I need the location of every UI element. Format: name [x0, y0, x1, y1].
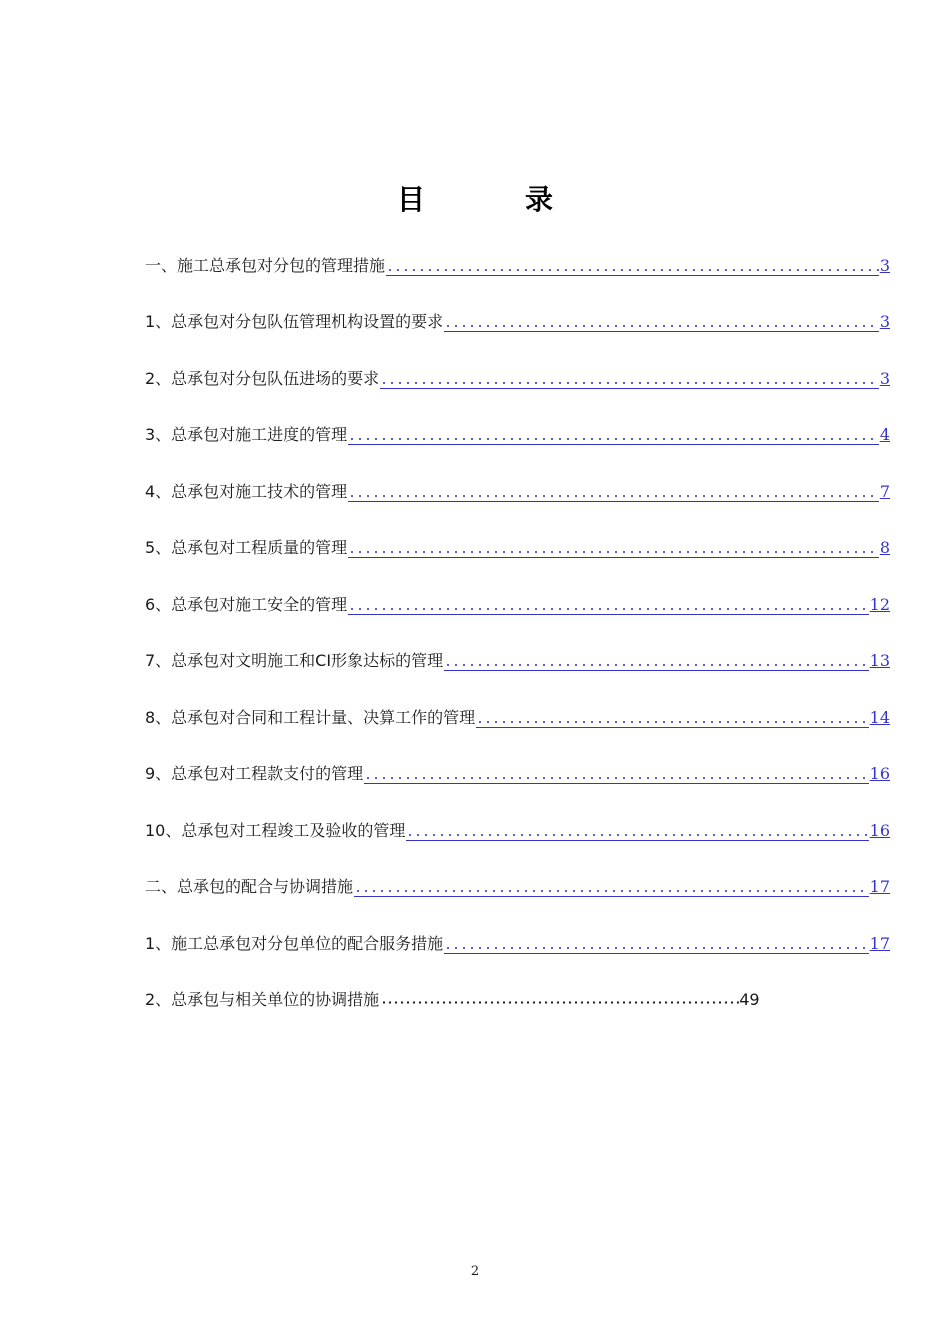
- toc-entry-text: 1、施工总承包对分包单位的配合服务措施: [145, 934, 444, 953]
- toc-page-number[interactable]: 17: [869, 934, 890, 953]
- toc-page-number: 49: [739, 990, 760, 1009]
- toc-leader: [380, 368, 879, 389]
- toc-entry[interactable]: [145, 758, 890, 784]
- toc-page-number[interactable]: 7: [879, 482, 890, 501]
- toc-page-number[interactable]: 3: [879, 312, 890, 331]
- toc-page-number[interactable]: 14: [869, 708, 890, 727]
- toc-entry[interactable]: [145, 419, 890, 445]
- page-footer-number: 2: [470, 1264, 480, 1279]
- toc-entry[interactable]: [145, 871, 890, 897]
- toc-entry-text: 7、总承包对文明施工和CI形象达标的管理: [145, 651, 444, 670]
- toc-entry-text: 5、总承包对工程质量的管理: [145, 538, 348, 557]
- toc-entry[interactable]: [145, 928, 890, 954]
- toc-page-number[interactable]: 12: [869, 595, 890, 614]
- toc-leader: [348, 537, 879, 558]
- toc-leader: [348, 424, 879, 445]
- toc-leader: [386, 255, 879, 276]
- toc-page-number[interactable]: 4: [879, 425, 890, 444]
- toc-entry-text: 4、总承包对施工技术的管理: [145, 482, 348, 501]
- toc-entry: [145, 984, 890, 1010]
- toc-page-number[interactable]: 13: [869, 651, 890, 670]
- toc-leader: [444, 650, 869, 671]
- toc-entry-text: 10、总承包对工程竣工及验收的管理: [145, 821, 406, 840]
- toc-entry-text: 一、施工总承包对分包的管理措施: [145, 256, 386, 275]
- toc-entry[interactable]: [145, 589, 890, 615]
- toc-title: 目 录: [396, 183, 589, 216]
- toc-leader: [444, 311, 879, 332]
- toc-entry-text: 6、总承包对施工安全的管理: [145, 595, 348, 614]
- toc-page-number[interactable]: 16: [869, 764, 890, 783]
- toc-leader: [406, 820, 868, 841]
- toc-leader: [364, 763, 868, 784]
- toc-entry[interactable]: [145, 250, 890, 276]
- toc-entry-text: 二、总承包的配合与协调措施: [145, 877, 354, 896]
- toc-entry[interactable]: [145, 363, 890, 389]
- toc-entry-text: 9、总承包对工程款支付的管理: [145, 764, 364, 783]
- toc-page-number[interactable]: 8: [879, 538, 890, 557]
- toc-entry-text: 2、总承包与相关单位的协调措施: [145, 990, 380, 1009]
- toc-page-number[interactable]: 3: [879, 256, 890, 275]
- toc-page-number[interactable]: 16: [869, 821, 890, 840]
- toc-leader: [348, 481, 879, 502]
- toc-entry[interactable]: [145, 702, 890, 728]
- toc-entry-text: 8、总承包对合同和工程计量、决算工作的管理: [145, 708, 476, 727]
- toc-leader: [476, 707, 868, 728]
- toc-entry[interactable]: [145, 645, 890, 671]
- toc-page-number[interactable]: 3: [879, 369, 890, 388]
- toc-entry-text: 3、总承包对施工进度的管理: [145, 425, 348, 444]
- toc-leader: [444, 933, 868, 954]
- toc-leader: [379, 990, 739, 1010]
- toc-entry[interactable]: [145, 532, 890, 558]
- toc-entry-text: 1、总承包对分包队伍管理机构设置的要求: [145, 312, 444, 331]
- toc-entry[interactable]: [145, 476, 890, 502]
- toc-leader: [348, 594, 868, 615]
- toc-entry[interactable]: [145, 306, 890, 332]
- toc-entry-text: 2、总承包对分包队伍进场的要求: [145, 369, 380, 388]
- toc-page-number[interactable]: 17: [869, 877, 890, 896]
- toc-entry[interactable]: [145, 815, 890, 841]
- toc-leader: [354, 876, 869, 897]
